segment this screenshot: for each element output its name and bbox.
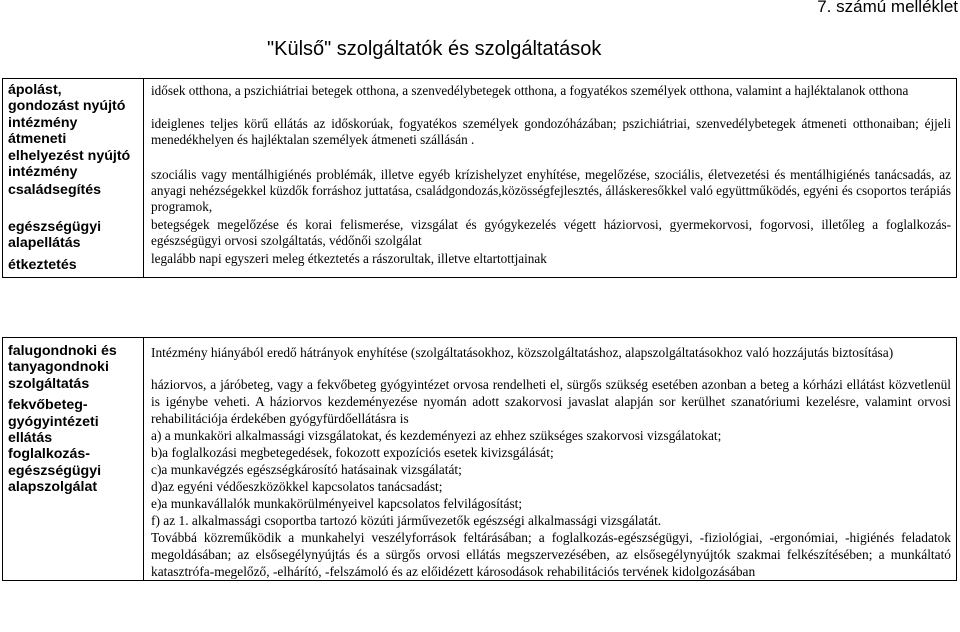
service-description: c)a munkavégzés egészségkárosító hatásainak vizsgálatát; [151,462,462,477]
service-description: f) az 1. alkalmassági csoportba tartozó közúti járművezetők egészségi alkalmassági vizsgálatát. [151,513,662,528]
service-description: a) a munkaköri alkalmassági vizsgálatokat, és kezdeményezi az ehhez szükséges szakorvosi vizsgálatokat; [151,428,722,443]
service-description: Intézmény hiányából eredő hátrányok enyhítése (szolgáltatásokhoz, közszolgáltatáshoz, alapszolgáltatásokhoz való hozzájutás biztosítása) [151,345,894,360]
service-description: ideiglenes teljes körű ellátás az időskorúak, fogyatékos személyek gondozóházában; pszichiátriai, szenvedélybetegek átmeneti otthonaiban; éjjeli menedékhelyen és hajléktalan személyek átmeneti szállásán . [151,116,951,147]
services-table-1 [2,78,957,278]
provider-label: egészségügyi [8,218,102,235]
provider-label: családsegítés [8,182,102,199]
services-table-2 [2,337,957,581]
provider-label: ápolást, [8,82,62,98]
provider-types-cell [3,79,144,278]
provider-label: falugondnoki és [8,343,117,359]
provider-label: intézmény [8,164,78,181]
provider-label: szolgáltatás [8,375,90,392]
provider-label: étkeztetés [8,256,77,273]
service-description: betegségek megelőzése és korai felismerése, vizsgálat és gyógykezelés végett háziorvosi, gyermekorvosi, fogorvosi, illetőleg a foglalkozás- egészségügyi orvosi szolgáltatás, védőnői szolgálat [151,217,951,248]
service-description: d)az egyéni védőeszközökkel kapcsolatos tanácsadást; [151,479,443,494]
provider-label: ellátás [8,430,53,447]
provider-label: gondozást nyújtó [8,98,126,115]
provider-label: foglalkozás- [8,446,90,463]
service-description: Továbbá közreműködik a munkahelyi veszélyforrások feltárásában; a foglalkozás-egészségügyi, -fiziológiai, -ergonómiai, -higiénés feladatok megoldásában; az elsősegélynyújtás és a sürgős orvosi ellátás megszervezésében, az elsősegélynyújtók szakmai felkészítésében; a munkáltató katasztrófa-megelőző, -elhárító, -felszámoló és az előidézett károsodások rehabilitációs tervének kidolgozásában [151,530,951,579]
service-description: háziorvos, a járóbeteg, vagy a fekvőbeteg gyógyintézet orvosa rendelheti el, sürgős szükség esetében azonban a beteg a kórházi ellátást közvetlenül is igénybe veheti. A háziorvos kezdeményezése nyomán adott szakorvosi javaslat alapján sor kerülhet szanatóriumi kezelésre, valamint orvosi rehabilitációja érdekében gyógyfürdőellátásra is [151,377,951,426]
service-description: szociális vagy mentálhigiénés problémák, illetve egyéb krízishelyzet enyhítése, megelőzése, szociális, életvezetési és mentálhigiénés tanácsadás, az anyagi nehézségekkel küzdők forráshoz juttatása, családgondozás,közösségfejlesztés, álláskeresőkkel való együttműködés, egyéni és csoportos terápiás programok, [151,167,951,214]
annex-label: 7. számú melléklet [817,0,958,16]
provider-label: fekvőbeteg- [8,397,88,414]
provider-label: gyógyintézeti [8,413,99,430]
provider-label: alapszolgálat [8,479,98,496]
provider-label: intézmény [8,114,78,131]
service-descriptions-cell [144,79,957,278]
provider-types-cell [3,338,144,581]
provider-label: elhelyezést nyújtó [8,147,131,164]
provider-label: alapellátás [8,235,81,252]
service-description: idősek otthona, a pszichiátriai betegek otthona, a szenvedélybetegek otthona, a fogyatékos személyek otthona, valamint a hajléktalanok otthona [151,83,909,98]
document-title: "Külső" szolgáltatók és szolgáltatások [267,38,602,60]
service-description: b)a foglalkozási megbetegedések, fokozott expozíciós esetek kivizsgálását; [151,445,554,460]
service-descriptions-cell [144,338,957,581]
provider-label: átmeneti [8,131,67,148]
provider-label: egészségügyi [8,462,102,479]
service-description: e)a munkavállalók munkakörülményeivel kapcsolatos felvilágosítást; [151,496,523,511]
provider-label: tanyagondnoki [8,359,109,376]
service-description: legalább napi egyszeri meleg étkeztetés a rászorultak, illetve eltartottjainak [151,251,547,266]
